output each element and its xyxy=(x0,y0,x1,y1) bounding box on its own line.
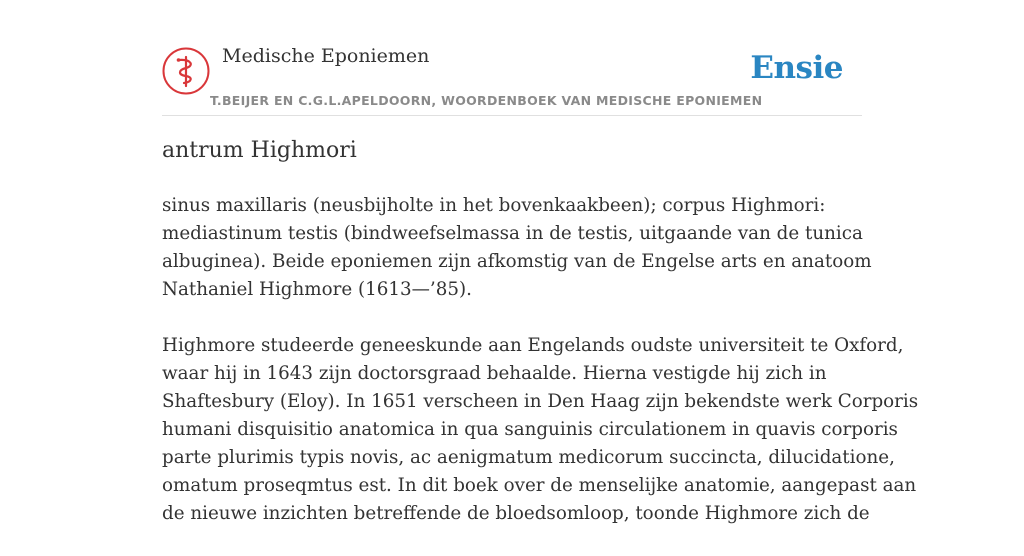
text-line: Nathaniel Highmore (1613—’85). xyxy=(162,279,472,300)
text-line: mediastinum testis (bindweefselmassa in de testis, uitgaande van de tunica xyxy=(162,223,863,244)
text-line: albuginea). Beide eponiemen zijn afkomstig van de Engelse arts en anatoom xyxy=(162,251,872,272)
entry-paragraph-2 xyxy=(162,332,919,528)
ensie-logo[interactable]: Ensie xyxy=(750,50,843,86)
header-divider xyxy=(162,115,862,116)
text-line: parte plurimis typis novis, ac aenigmatum medicorum succincta, dilucidatione, xyxy=(162,447,895,468)
entry-paragraph-1 xyxy=(162,192,872,304)
text-line: Highmore studeerde geneeskunde aan Engelands oudste universiteit te Oxford, xyxy=(162,335,904,356)
entry-title: antrum Highmori xyxy=(162,138,357,163)
caduceus-icon[interactable] xyxy=(162,47,210,95)
text-line: de nieuwe inzichten betreffende de bloedsomloop, toonde Highmore zich de xyxy=(162,503,870,524)
text-line: sinus maxillaris (neusbijholte in het bovenkaakbeen); corpus Highmori: xyxy=(162,195,826,216)
source-subtitle[interactable]: T.BEIJER EN C.G.L.APELDOORN, WOORDENBOEK VAN MEDISCHE EPONIEMEN xyxy=(210,93,763,108)
text-line: Shaftesbury (Eloy). In 1651 verscheen in Den Haag zijn bekendste werk Corporis xyxy=(162,391,919,412)
text-line: omatum proseqmtus est. In dit boek over de menselijke anatomie, aangepast aan xyxy=(162,475,917,496)
entry-body xyxy=(162,192,919,556)
text-line: humani disquisitio anatomica in qua sanguinis circulationem in quavis corporis xyxy=(162,419,898,440)
source-title[interactable]: Medische Eponiemen xyxy=(222,45,430,67)
text-line: waar hij in 1643 zijn doctorsgraad behaalde. Hierna vestigde hij zich in xyxy=(162,363,827,384)
